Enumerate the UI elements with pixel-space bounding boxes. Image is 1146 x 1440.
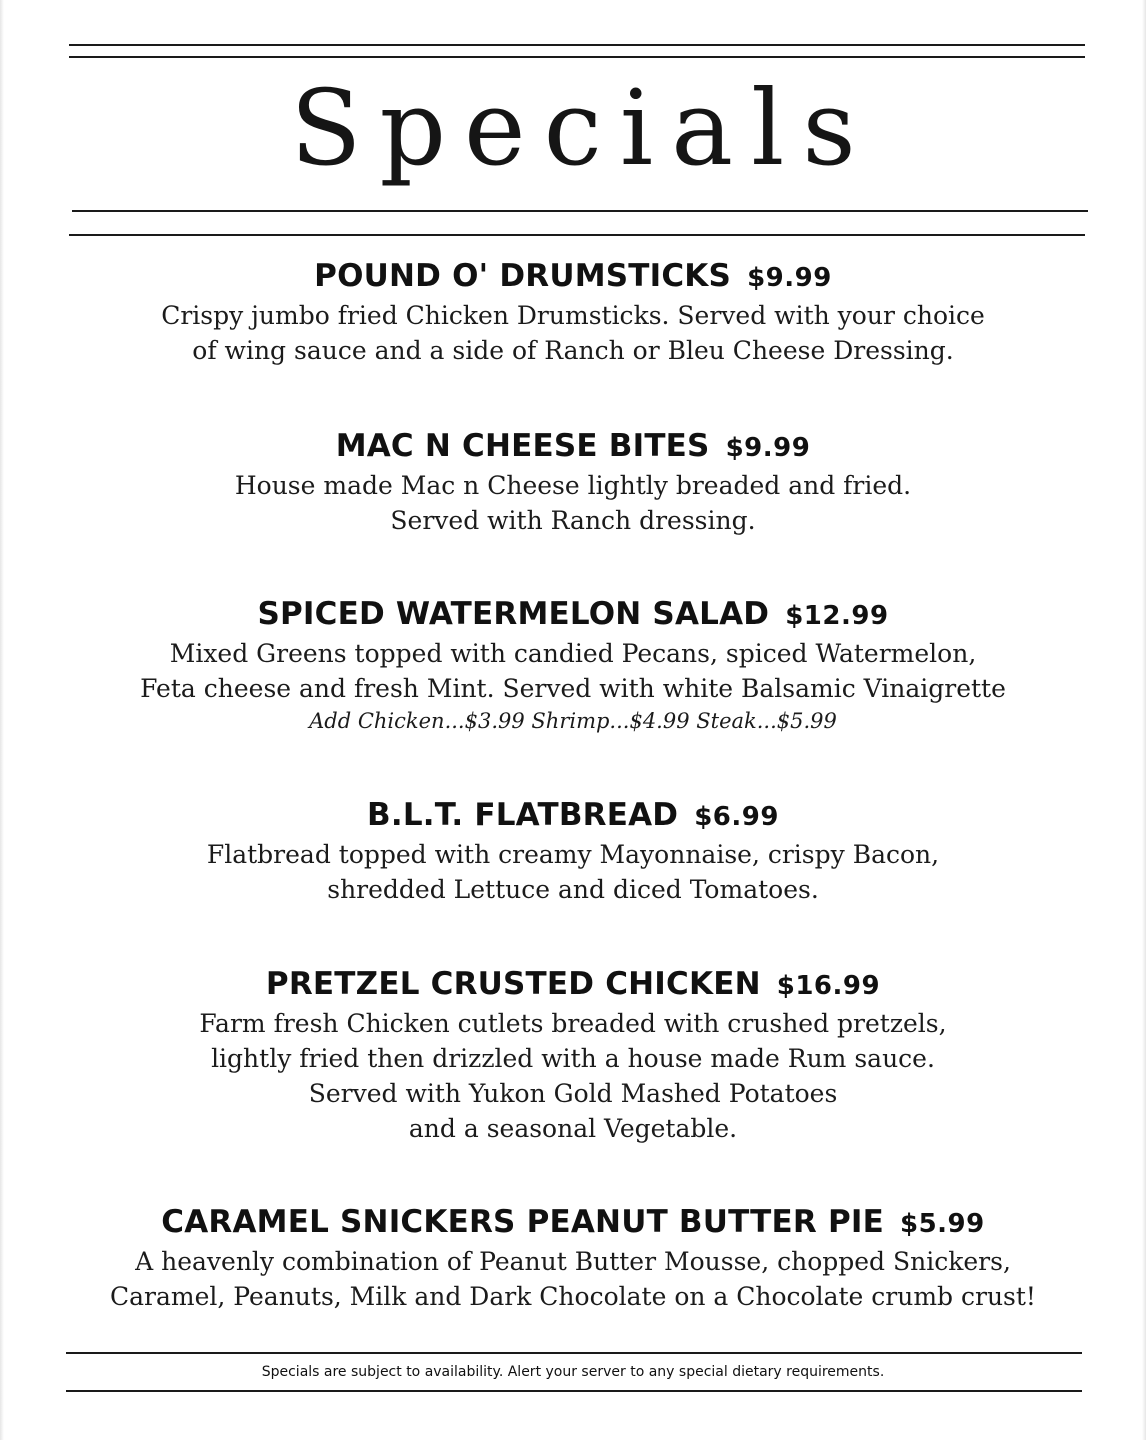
menu-item-description-line: Farm fresh Chicken cutlets breaded with crushed pretzels, xyxy=(199,1009,947,1038)
menu-item-name: MAC N CHEESE BITES xyxy=(335,428,710,464)
title-rule-2 xyxy=(69,234,1085,236)
menu-item-price: $9.99 xyxy=(747,263,832,293)
menu-item xyxy=(0,426,1146,538)
menu-item-price: $6.99 xyxy=(694,802,779,832)
menu-item-description-line: lightly fried then drizzled with a house made Rum sauce. xyxy=(211,1044,935,1073)
menu-item-name: CARAMEL SNICKERS PEANUT BUTTER PIE xyxy=(161,1204,884,1240)
menu-item-description-line: Crispy jumbo fried Chicken Drumsticks. Served with your choice xyxy=(161,301,985,330)
title-rule-1 xyxy=(72,210,1088,212)
menu-item-description-line: Flatbread topped with creamy Mayonnaise, crispy Bacon, xyxy=(206,840,940,869)
menu-item-price: $12.99 xyxy=(785,601,889,631)
menu-item-name: PRETZEL CRUSTED CHICKEN xyxy=(265,966,761,1002)
menu-item-heading xyxy=(0,1202,1146,1244)
menu-item-price: $5.99 xyxy=(900,1209,985,1239)
menu-item-description-line: Caramel, Peanuts, Milk and Dark Chocolate on a Chocolate crumb crust! xyxy=(110,1282,1036,1311)
menu-item-description-line: shredded Lettuce and diced Tomatoes. xyxy=(327,875,819,904)
menu-item-heading xyxy=(0,256,1146,298)
footer-rule-2 xyxy=(66,1390,1082,1392)
menu-item-heading xyxy=(0,594,1146,636)
menu-item xyxy=(0,1202,1146,1314)
menu-item-description-line: Served with Ranch dressing. xyxy=(390,506,756,535)
menu-item-description-line: A heavenly combination of Peanut Butter Mousse, chopped Snickers, xyxy=(135,1247,1011,1276)
menu-item-name: POUND O' DRUMSTICKS xyxy=(314,258,732,294)
menu-item-description-line: House made Mac n Cheese lightly breaded and fried. xyxy=(234,471,912,500)
menu-item-price: $16.99 xyxy=(776,971,881,1001)
menu-item-heading xyxy=(0,964,1146,1006)
menu-item-description-line: Feta cheese and fresh Mint. Served with white Balsamic Vinaigrette xyxy=(140,674,1006,703)
footer-disclaimer: Specials are subject to availability. Alert your server to any special dietary requirements. xyxy=(261,1364,885,1380)
menu-item-description-line: Mixed Greens topped with candied Pecans, spiced Watermelon, xyxy=(169,639,977,668)
menu-item-description-line: Served with Yukon Gold Mashed Potatoes xyxy=(308,1079,838,1108)
menu-item xyxy=(0,795,1146,907)
menu-item-heading xyxy=(0,795,1146,837)
menu-item-name: SPICED WATERMELON SALAD xyxy=(257,596,770,632)
footer-rule-1 xyxy=(66,1352,1082,1354)
menu-item xyxy=(0,964,1146,1146)
menu-item-description-line: and a seasonal Vegetable. xyxy=(408,1114,738,1143)
menu-item-price: $9.99 xyxy=(725,433,811,463)
menu-item xyxy=(0,256,1146,368)
menu-item-name: B.L.T. FLATBREAD xyxy=(367,797,679,833)
menu-item-addons: Add Chicken...$3.99 Shrimp...$4.99 Steak...$5.99 xyxy=(309,709,837,733)
menu-item-description-line: of wing sauce and a side of Ranch or Bleu Cheese Dressing. xyxy=(192,336,954,365)
menu-item-heading xyxy=(0,426,1146,468)
top-rule-2 xyxy=(69,56,1085,58)
page-title: Specials xyxy=(290,67,874,189)
menu-item xyxy=(0,594,1146,736)
top-rule-1 xyxy=(69,44,1085,46)
